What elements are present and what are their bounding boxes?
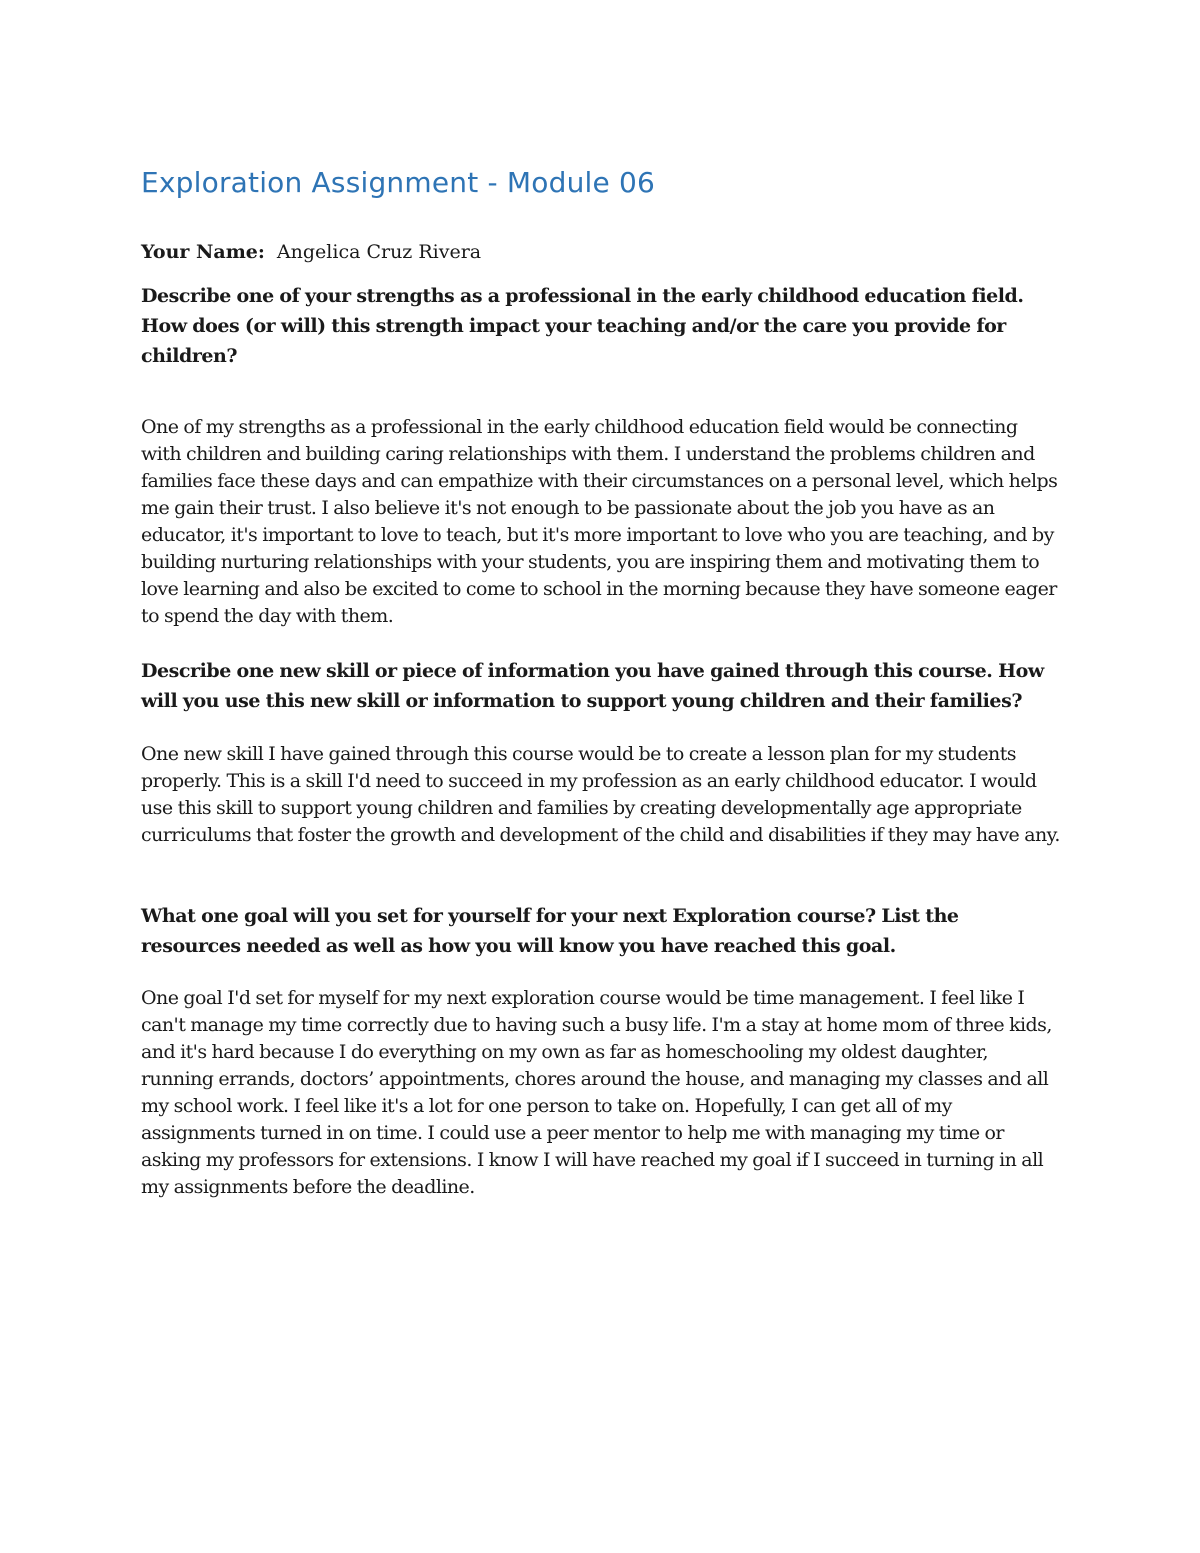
- name-line: [141, 239, 1061, 265]
- answer-3: One goal I'd set for myself for my next exploration course would be time management. I feel like I can't manage my time correctly due to having such a busy life. I'm a stay at home mom of three kids, and it's hard because I do everything on my own as far as homeschooling my oldest daughter, running errands, doctors’ appointments, chores around the house, and managing my classes and all my school work. I feel like it's a lot for one person to take on. Hopefully, I can get all of my assignments turned in on time. I could use a peer mentor to help me with managing my time or asking my professors for extensions. I know I will have reached my goal if I succeed in turning in all my assignments before the deadline.: [141, 987, 1052, 1198]
- answer-1: One of my strengths as a professional in the early childhood education field would be connecting with children and building caring relationships with them. I understand the problems children and families face these days and can empathize with their circumstances on a personal level, which helps me gain their trust. I also believe it's not enough to be passionate about the job you have as an educator, it's important to love to teach, but it's more important to love who you are teaching, and by building nurturing relationships with your students, you are inspiring them and motivating them to love learning and also be excited to come to school in the morning because they have someone eager to spend the day with them.: [141, 416, 1058, 627]
- question-2: Describe one new skill or piece of information you have gained through this course. How will you use this new skill or information to support young children and their families?: [141, 660, 1044, 712]
- document-body: [141, 164, 1061, 1201]
- name-label: Your Name:: [141, 241, 265, 263]
- question-1: Describe one of your strengths as a professional in the early childhood education field. How does (or will) this strength impact your teaching and/or the care you provide for children?: [141, 285, 1024, 367]
- document-title: Exploration Assignment - Module 06: [141, 166, 656, 199]
- name-value: Angelica Cruz Rivera: [276, 241, 482, 263]
- question-3: What one goal will you set for yourself for your next Exploration course? List the resources needed as well as how you will know you have reached this goal.: [141, 905, 959, 957]
- answer-2: One new skill I have gained through this course would be to create a lesson plan for my students properly. This is a skill I'd need to succeed in my profession as an early childhood educator. I would use this skill to support young children and families by creating developmentally age appropriate curriculums that foster the growth and development of the child and disabilities if they may have any.: [141, 743, 1060, 846]
